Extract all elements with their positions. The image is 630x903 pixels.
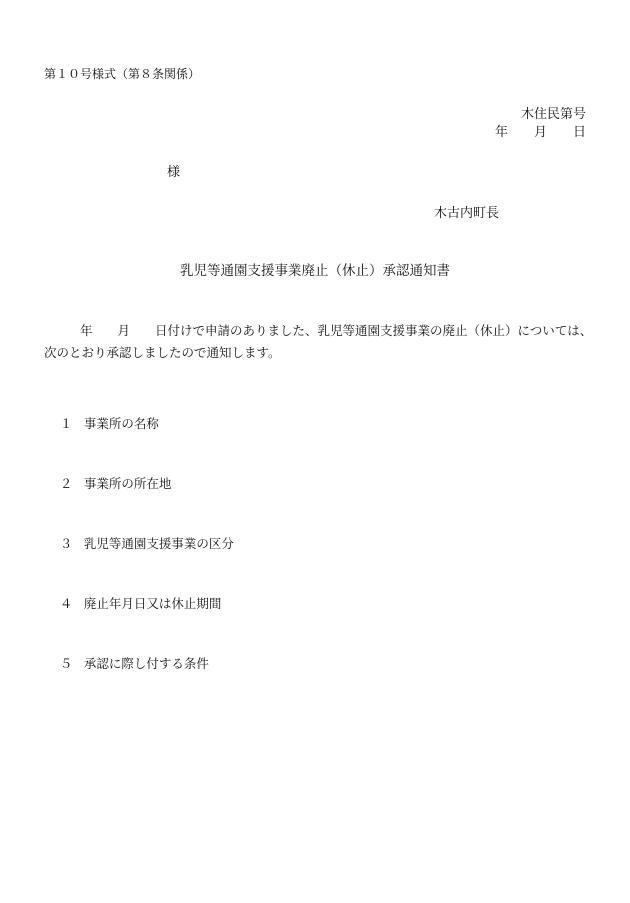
item-number: ２: [59, 475, 73, 491]
list-item-business-name: [44, 405, 159, 443]
list-item-service-category: [44, 525, 234, 563]
document-title: 乳児等通園支援事業廃止（休止）承認通知書: [180, 263, 450, 279]
addressee-honorific: 様: [167, 165, 181, 180]
item-number: ４: [59, 595, 73, 611]
item-number: ５: [59, 655, 73, 671]
list-item-approval-conditions: [44, 645, 209, 683]
item-number: １: [59, 415, 73, 431]
list-item-business-address: [44, 465, 171, 503]
item-label: 廃止年月日又は休止期間: [83, 595, 222, 611]
issuer-name: 木古内町長: [434, 206, 500, 221]
body-text-line-1: 年 月 日付けで申請のありました、乳児等通園支援事業の廃止（休止）については、: [80, 323, 593, 338]
item-label: 事業所の名称: [83, 415, 159, 431]
list-item-suspension-period: [44, 585, 221, 623]
document-date: 年 月 日: [494, 125, 586, 140]
form-number: 第１０号様式（第８条関係）: [44, 67, 201, 81]
item-label: 事業所の所在地: [83, 475, 172, 491]
item-number: ３: [59, 535, 73, 551]
item-label: 乳児等通園支援事業の区分: [83, 535, 234, 551]
document-number: 木住民第号: [520, 107, 586, 122]
item-label: 承認に際し付する条件: [83, 655, 209, 671]
body-text-line-2: 次のとおり承認しましたので通知します。: [44, 345, 281, 360]
